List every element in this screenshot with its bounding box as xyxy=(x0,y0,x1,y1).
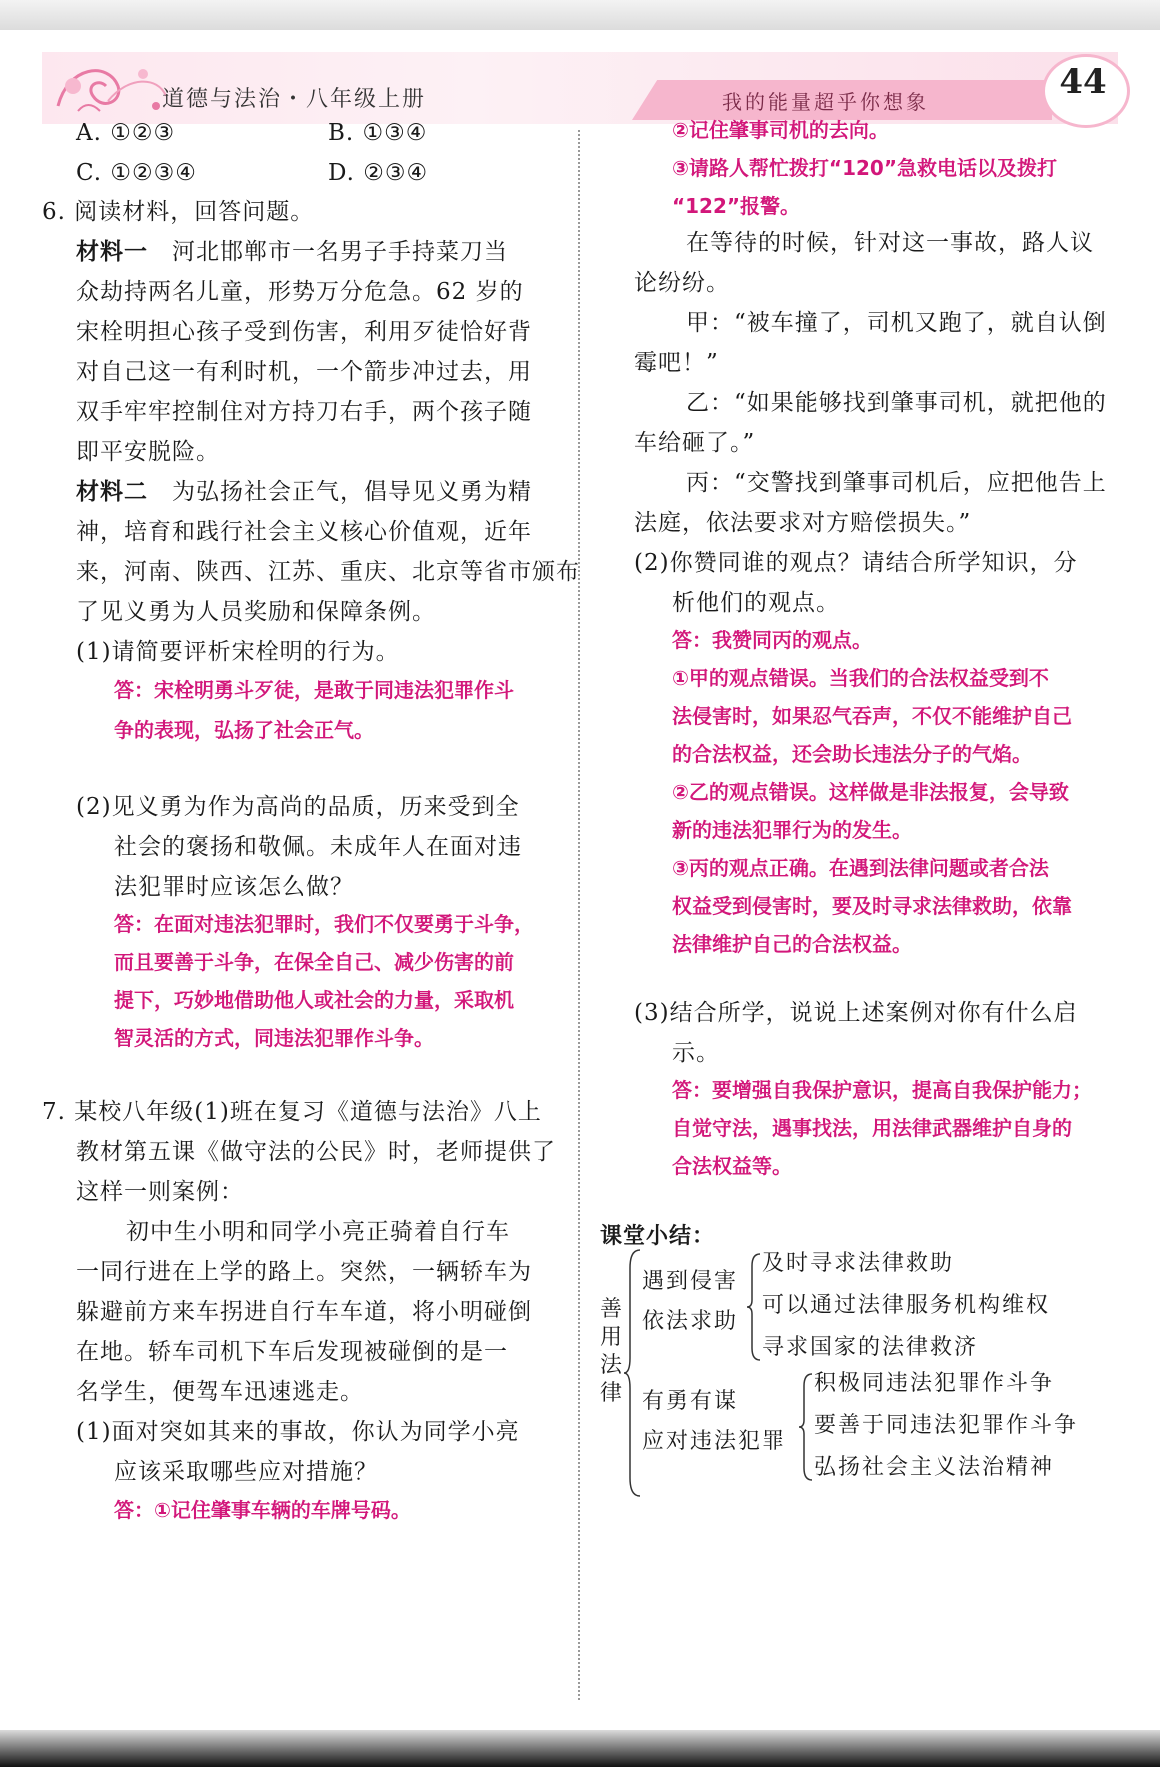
case-line: 名学生，便驾车迅速逃走。 xyxy=(76,1379,364,1405)
question-7-stem: 7. 某校八年级(1)班在复习《道德与法治》八上 xyxy=(42,1099,542,1125)
option-d: D. ②③④ xyxy=(328,160,429,186)
material-1-line: 即平安脱险。 xyxy=(76,439,220,465)
summary-branch-2-item: 弘扬社会主义法治精神 xyxy=(814,1455,1055,1480)
question-6-stem: 6. 阅读材料，回答问题。 xyxy=(42,199,315,225)
question-7-stem: 教材第五课《做守法的公民》时，老师提供了 xyxy=(76,1139,556,1165)
discussion-line: 霉吧！” xyxy=(634,350,719,376)
material-1-line: 对自己这一有利时机，一个箭步冲过去，用 xyxy=(76,359,532,385)
summary-branch-1: 依法求助 xyxy=(642,1309,739,1334)
answer-7-3-line: 合法权益等。 xyxy=(672,1154,792,1178)
page-number: 44 xyxy=(1059,62,1107,102)
question-7-part-2: 析他们的观点。 xyxy=(672,590,840,616)
question-7-part-2: (2)你赞同谁的观点？请结合所学知识，分 xyxy=(634,550,1078,576)
question-7-part-3: 示。 xyxy=(672,1040,720,1066)
option-b: B. ①③④ xyxy=(328,120,428,146)
material-1-line: 双手牢牢控制住对方持刀右手，两个孩子随 xyxy=(76,399,532,425)
material-2-line: 神，培育和践行社会主义核心价值观，近年 xyxy=(76,519,532,545)
summary-branch-2: 应对违法犯罪 xyxy=(642,1429,787,1454)
material-1-line: 宋栓明担心孩子受到伤害，利用歹徒恰好背 xyxy=(76,319,532,345)
answer-7-2-line: 新的违法犯罪行为的发生。 xyxy=(672,818,912,842)
summary-branch-1: 遇到侵害 xyxy=(642,1269,739,1294)
case-line: 在地。轿车司机下车后发现被碰倒的是一 xyxy=(76,1339,508,1365)
answer-7-3-line: 答：要增强自我保护意识，提高自我保护能力； xyxy=(672,1078,1092,1102)
answer-6-2-line: 而且要善于斗争，在保全自己、减少伤害的前 xyxy=(114,950,514,974)
answer-6-1-line: 答：宋栓明勇斗歹徒，是敢于同违法犯罪作斗 xyxy=(114,678,514,702)
material-2-line: 材料二 为弘扬社会正气，倡导见义勇为精 xyxy=(76,479,532,505)
case-line: 初中生小明和同学小亮正骑着自行车 xyxy=(126,1219,510,1245)
answer-7-2-line: ③丙的观点正确。在遇到法律问题或者合法 xyxy=(672,856,1049,880)
option-a: A. ①②③ xyxy=(76,120,176,146)
material-1-line: 材料一 河北邯郸市一名男子手持菜刀当 xyxy=(76,239,508,265)
answer-6-2-line: 智灵活的方式，同违法犯罪作斗争。 xyxy=(114,1026,434,1050)
answer-7-2-line: ②乙的观点错误。这样做是非法报复，会导致 xyxy=(672,780,1069,804)
summary-branch-1-item: 可以通过法律服务机构维权 xyxy=(762,1293,1051,1318)
summary-branch-1-item: 寻求国家的法律救济 xyxy=(762,1335,979,1360)
answer-7-1-line: ③请路人帮忙拨打“120”急救电话以及拨打 xyxy=(672,156,1057,180)
question-7-stem: 这样一则案例： xyxy=(76,1179,244,1205)
summary-root-char: 法 xyxy=(600,1353,625,1378)
summary-root-char: 善 xyxy=(600,1297,625,1322)
column-divider xyxy=(578,130,580,1700)
summary-branch-2: 有勇有谋 xyxy=(642,1389,739,1414)
summary-title: 课堂小结： xyxy=(600,1224,716,1249)
question-7-part-1: 应该采取哪些应对措施？ xyxy=(114,1459,378,1485)
discussion-line: 甲：“被车撞了，司机又跑了，就自认倒 xyxy=(686,310,1107,336)
material-1-label: 材料一 xyxy=(76,239,148,265)
case-line: 躲避前方来车拐进自行车车道，将小明碰倒 xyxy=(76,1299,532,1325)
answer-7-2-line: 的合法权益，还会助长违法分子的气焰。 xyxy=(672,742,1032,766)
window-top-bar xyxy=(0,0,1160,30)
book-title: 道德与法治・八年级上册 xyxy=(162,87,427,112)
answer-6-2-line: 答：在面对违法犯罪时，我们不仅要勇于斗争， xyxy=(114,912,534,936)
summary-branch-1-item: 及时寻求法律救助 xyxy=(762,1251,955,1276)
question-7-part-1: (1)面对突如其来的事故，你认为同学小亮 xyxy=(76,1419,520,1445)
page-header xyxy=(42,52,1118,124)
summary-branch-2-brace xyxy=(798,1372,814,1482)
option-c: C. ①②③④ xyxy=(76,160,197,186)
slogan: 我的能量超乎你想象 xyxy=(722,90,929,114)
answer-6-1-line: 争的表现，弘扬了社会正气。 xyxy=(114,718,374,742)
summary-root-char: 律 xyxy=(600,1381,625,1406)
answer-7-1-line: “122”报警。 xyxy=(672,194,801,218)
summary-branch-2-item: 积极同违法犯罪作斗争 xyxy=(814,1371,1055,1396)
discussion-line: 丙：“交警找到肇事司机后，应把他告上 xyxy=(686,470,1107,496)
answer-7-2-line: ①甲的观点错误。当我们的合法权益受到不 xyxy=(672,666,1049,690)
summary-root-brace xyxy=(622,1248,642,1498)
answer-7-2-line: 法律维护自己的合法权益。 xyxy=(672,932,912,956)
discussion-line: 在等待的时候，针对这一事故，路人议 xyxy=(686,230,1094,256)
question-6-part-2: (2)见义勇为作为高尚的品质，历来受到全 xyxy=(76,794,520,820)
question-7-part-3: (3)结合所学，说说上述案例对你有什么启 xyxy=(634,1000,1078,1026)
material-1-line: 众劫持两名儿童，形势万分危急。62 岁的 xyxy=(76,279,524,305)
discussion-line: 法庭，依法要求对方赔偿损失。” xyxy=(634,510,972,536)
answer-7-2-line: 答：我赞同丙的观点。 xyxy=(672,628,872,652)
answer-7-3-line: 自觉守法，遇事找法，用法律武器维护自身的 xyxy=(672,1116,1072,1140)
case-line: 一同行进在上学的路上。突然，一辆轿车为 xyxy=(76,1259,532,1285)
discussion-line: 乙：“如果能够找到肇事司机，就把他的 xyxy=(686,390,1107,416)
answer-7-1-line: ②记住肇事司机的去向。 xyxy=(672,118,889,142)
material-2-line: 来，河南、陕西、江苏、重庆、北京等省市颁布 xyxy=(76,559,580,585)
answer-6-2-line: 提下，巧妙地借助他人或社会的力量，采取机 xyxy=(114,988,514,1012)
question-6-part-1: (1)请简要评析宋栓明的行为。 xyxy=(76,639,400,665)
summary-branch-2-item: 要善于同违法犯罪作斗争 xyxy=(814,1413,1079,1438)
discussion-line: 车给砸了。” xyxy=(634,430,756,456)
answer-7-2-line: 法侵害时，如果忍气吞声，不仅不能维护自己 xyxy=(672,704,1072,728)
summary-root-char: 用 xyxy=(600,1325,625,1350)
window-bottom-bar xyxy=(0,1730,1160,1767)
material-2-label: 材料二 xyxy=(76,479,148,505)
material-2-line: 了见义勇为人员奖励和保障条例。 xyxy=(76,599,436,625)
question-6-part-2: 法犯罪时应该怎么做？ xyxy=(114,874,354,900)
textbook-page xyxy=(0,30,1160,1730)
answer-7-1-line: 答：①记住肇事车辆的车牌号码。 xyxy=(114,1498,411,1522)
answer-7-2-line: 权益受到侵害时，要及时寻求法律救助，依靠 xyxy=(672,894,1072,918)
floral-ornament-icon xyxy=(48,56,178,120)
summary-branch-1-brace xyxy=(746,1252,762,1362)
discussion-line: 论纷纷。 xyxy=(634,270,730,296)
question-6-part-2: 社会的褒扬和敬佩。未成年人在面对违 xyxy=(114,834,522,860)
